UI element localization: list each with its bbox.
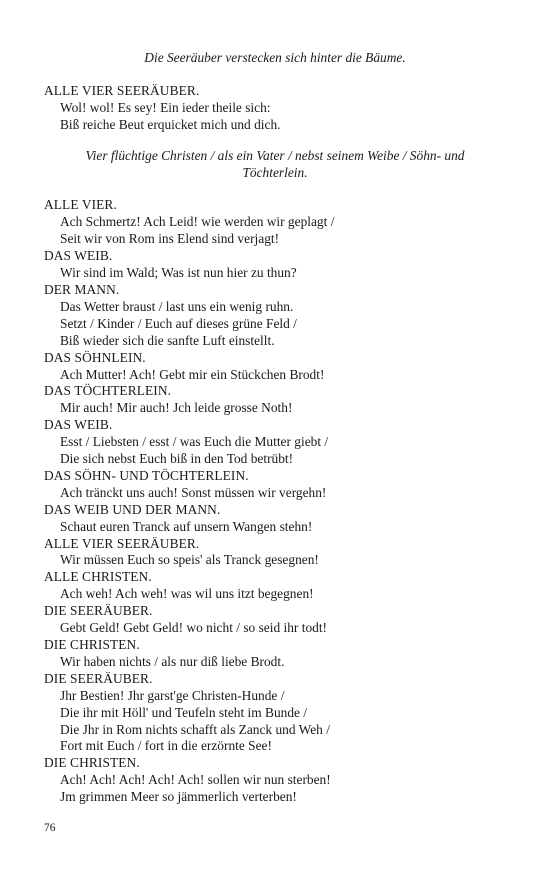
stage-direction-2	[44, 148, 506, 182]
verse-line: Ach Schmertz! Ach Leid! wie werden wir geplagt /	[60, 214, 335, 230]
verse-line: Jhr Bestien! Jhr garst'ge Christen-Hunde /	[60, 687, 285, 703]
verse-line: Biß reiche Beut erquicket mich und dich.	[60, 116, 281, 132]
speaker-name: DAS WEIB.	[44, 417, 113, 433]
verse-line: Wir haben nichts / als nur diß liebe Brodt.	[60, 653, 285, 669]
page-number: 76	[44, 822, 56, 834]
speaker-name: DIE SEERÄUBER.	[44, 670, 153, 686]
stage-direction-line: Vier flüchtige Christen / als ein Vater / nebst seinem Weibe / Söhn- und	[85, 147, 465, 163]
verse-line: Gebt Geld! Gebt Geld! wo nicht / so seid ihr todt!	[60, 620, 328, 636]
speaker-name: ALLE VIER SEERÄUBER.	[44, 535, 200, 551]
stage-direction-line: Töchterlein.	[242, 164, 308, 180]
speaker-name: DIE CHRISTEN.	[44, 637, 140, 652]
speaker-name: DIE CHRISTEN.	[44, 755, 140, 771]
speech-block-1	[44, 83, 506, 134]
verse-line: Schaut euren Tranck auf unsern Wangen stehn!	[60, 518, 313, 534]
speaker-name: DIE SEERÄUBER.	[44, 603, 153, 619]
speaker-name: DAS SÖHN- UND TÖCHTERLEIN.	[44, 467, 249, 483]
verse-line: Setzt / Kinder / Euch auf dieses grüne Feld /	[60, 315, 297, 331]
verse-line: Jm grimmen Meer so jämmerlich verterben!	[60, 789, 297, 805]
verse-line: Mir auch! Mir auch! Jch leide grosse Noth!	[60, 400, 293, 416]
verse-line: Ach weh! Ach weh! was wil uns itzt begegnen!	[60, 586, 314, 602]
verse-line: Wol! wol! Es sey! Ein ieder theile sich:	[60, 99, 271, 115]
verse-line: Seit wir von Rom ins Elend sind verjagt!	[60, 231, 280, 247]
speaker-name: DAS WEIB UND DER MANN.	[44, 501, 221, 517]
speaker-name: DER MANN.	[44, 281, 120, 297]
verse-line: Biß wieder sich die sanfte Luft einstellt.	[60, 332, 275, 348]
page-body	[44, 50, 506, 806]
verse-line: Wir müssen Euch so speis' als Tranck gesegnen!	[60, 552, 319, 568]
verse-line: Die ihr mit Höll' und Teufeln steht im Bunde /	[60, 704, 308, 720]
speaker-name: ALLE VIER.	[44, 197, 117, 213]
verse-line: Fort mit Euch / fort in die erzörnte See!	[60, 738, 272, 754]
verse-line: Ach! Ach! Ach! Ach! Ach! sollen wir nun sterben!	[60, 772, 331, 788]
verse-line: Die Jhr in Rom nichts schafft als Zanck und Weh /	[60, 721, 330, 737]
verse-line: Ach tränckt uns auch! Sonst müssen wir vergehn!	[60, 484, 327, 500]
verse-line: Das Wetter braust / last uns ein wenig ruhn.	[60, 298, 294, 314]
speaker-name: ALLE CHRISTEN.	[44, 569, 152, 585]
speaker-name: DAS WEIB.	[44, 248, 113, 264]
verse-line: Esst / Liebsten / esst / was Euch die Mutter giebt /	[60, 434, 329, 450]
speaker-name: ALLE VIER SEERÄUBER.	[44, 82, 200, 98]
speaker-name: DAS SÖHNLEIN.	[44, 349, 146, 365]
speech-block-2	[44, 197, 506, 806]
stage-direction: Die Seeräuber verstecken sich hinter die Bäume.	[144, 50, 406, 65]
speaker-name: DAS TÖCHTERLEIN.	[44, 383, 172, 399]
verse-line: Wir sind im Wald; Was ist nun hier zu thun?	[60, 265, 297, 281]
verse-line: Ach Mutter! Ach! Gebt mir ein Stückchen Brodt!	[60, 366, 325, 382]
verse-line: Die sich nebst Euch biß in den Tod betrübt!	[60, 451, 294, 467]
